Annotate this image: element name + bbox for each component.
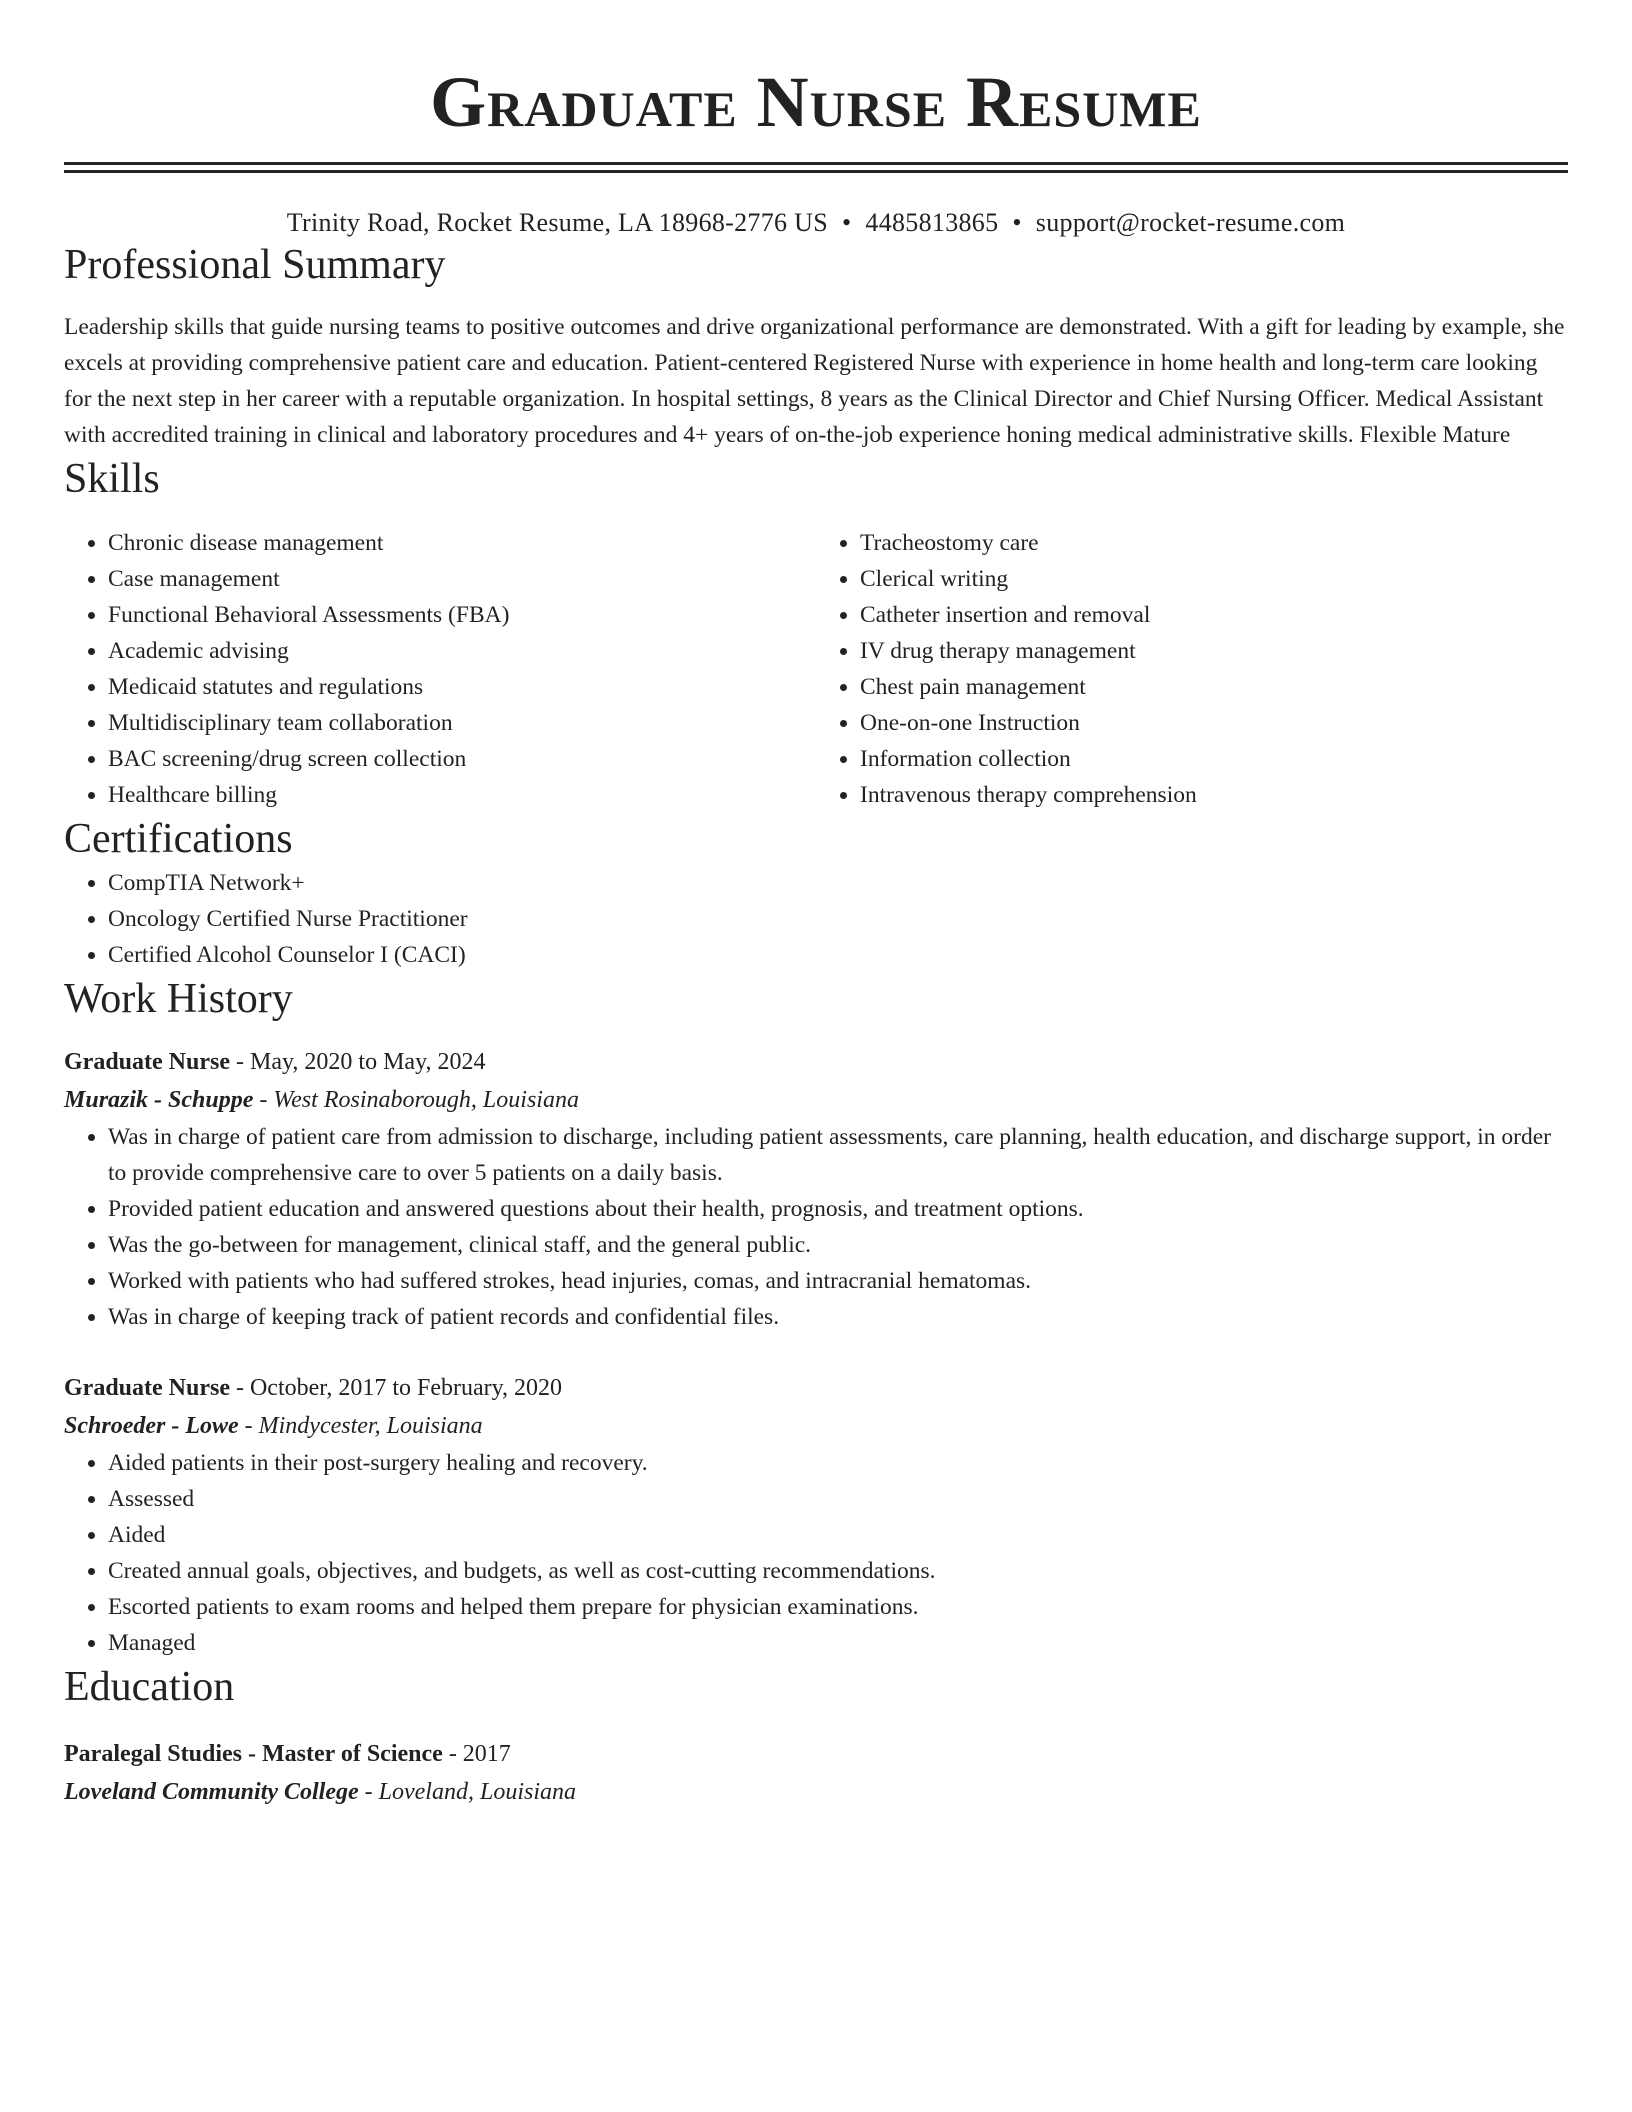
education-degree-line [64,1735,1568,1773]
education-school: Loveland Community College [64,1779,359,1805]
job-location: - Mindycester, Louisiana [238,1413,483,1439]
job-entry [64,1043,1568,1335]
skill-item: • Tracheostomy care [860,525,1568,561]
job-title: Graduate Nurse [64,1049,230,1075]
education-location: - Loveland, Louisiana [358,1779,576,1805]
skill-item: • Information collection [860,741,1568,777]
skill-item: • BAC screening/drug screen collection [108,741,816,777]
job-entry [64,1369,1568,1661]
job-dates: - May, 2020 to May, 2024 [229,1049,486,1075]
certification-item: • Oncology Certified Nurse Practitioner [108,901,1568,937]
header-divider-thick [64,162,1568,165]
summary-heading: Professional Summary [64,242,446,288]
skill-item: • IV drug therapy management [860,633,1568,669]
skill-item: • Chronic disease management [108,525,816,561]
contact-separator: • [841,208,852,237]
job-dates: - October, 2017 to February, 2020 [229,1375,563,1401]
job-location: - West Rosinaborough, Louisiana [253,1087,579,1113]
job-title: Graduate Nurse [64,1375,230,1401]
job-duty: • Created annual goals, objectives, and budgets, as well as cost-cutting recommendations. [108,1553,1568,1589]
certification-item: • Certified Alcohol Counselor I (CACI) [108,937,1568,973]
education-year: - 2017 [442,1741,511,1767]
job-duty: • Worked with patients who had suffered strokes, head injuries, comas, and intracranial hematomas. [108,1263,1568,1299]
resume-title: Graduate Nurse Resume [430,62,1202,142]
header-divider-thin [64,170,1568,173]
skill-item: • Healthcare billing [108,777,816,813]
skills-list-right [816,525,1568,813]
contact-line [64,207,1568,239]
job-duty: • Provided patient education and answered questions about their health, prognosis, and treatment options. [108,1191,1568,1227]
skill-item: • Medicaid statutes and regulations [108,669,816,705]
skill-item: • Catheter insertion and removal [860,597,1568,633]
job-duty: • Assessed [108,1481,1568,1517]
job-header [64,1369,1568,1407]
contact-email: support@rocket-resume.com [1035,208,1346,237]
contact-address: Trinity Road, Rocket Resume, LA 18968-2776 US [286,208,828,237]
skill-item: • Academic advising [108,633,816,669]
job-duty: • Was in charge of patient care from admission to discharge, including patient assessments, care planning, health education, and discharge support, in order to provide comprehensive care to over 5 patients on a daily basis. [108,1119,1568,1191]
skills-list-left [64,525,816,813]
job-header [64,1043,1568,1081]
education-entry [64,1735,1568,1811]
certifications-list [64,865,1568,973]
skill-item: • Clerical writing [860,561,1568,597]
education-school-line [64,1773,1568,1811]
job-duty: • Was the go-between for management, clinical staff, and the general public. [108,1227,1568,1263]
skill-item: • Functional Behavioral Assessments (FBA) [108,597,816,633]
contact-separator: • [1012,208,1022,237]
education-heading: Education [64,1664,235,1710]
job-duty: • Aided patients in their post-surgery healing and recovery. [108,1445,1568,1481]
skill-item: • Chest pain management [860,669,1568,705]
certifications-heading: Certifications [64,816,293,862]
skills-heading: Skills [64,456,160,502]
certification-item: • CompTIA Network+ [108,865,1568,901]
skills-columns [64,525,1568,813]
education-degree: Paralegal Studies - Master of Science [64,1741,443,1767]
job-duty: • Was in charge of keeping track of patient records and confidential files. [108,1299,1568,1335]
contact-phone: 4485813865 [865,208,999,237]
summary-text: Leadership skills that guide nursing teams to positive outcomes and drive organizational performance are demonstrated. With a gift for leading by example, she excels at providing comprehensive patient care and education. Patient-centered Registered Nurse with experience in home health and long-term care looking for the next step in her career with a reputable organization. In hospital settings, 8 years as the Clinical Director and Chief Nursing Officer. Medical Assistant with accredited training in clinical and laboratory procedures and 4+ years of on-the-job experience honing medical administrative skills. Flexible Mature [64,314,1565,448]
job-duty: • Aided [108,1517,1568,1553]
job-duty: • Escorted patients to exam rooms and helped them prepare for physician examinations. [108,1589,1568,1625]
skill-item: • Case management [108,561,816,597]
job-duty: • Managed [108,1625,1568,1661]
job-duties-list [64,1119,1568,1335]
job-company: Schroeder - Lowe [64,1413,239,1439]
skill-item: • Multidisciplinary team collaboration [108,705,816,741]
job-employer [64,1407,1568,1445]
work-history-heading: Work History [64,976,293,1022]
job-duties-list [64,1445,1568,1661]
skill-item: • One-on-one Instruction [860,705,1568,741]
skill-item: • Intravenous therapy comprehension [860,777,1568,813]
job-employer [64,1081,1568,1119]
job-company: Murazik - Schuppe [64,1087,254,1113]
